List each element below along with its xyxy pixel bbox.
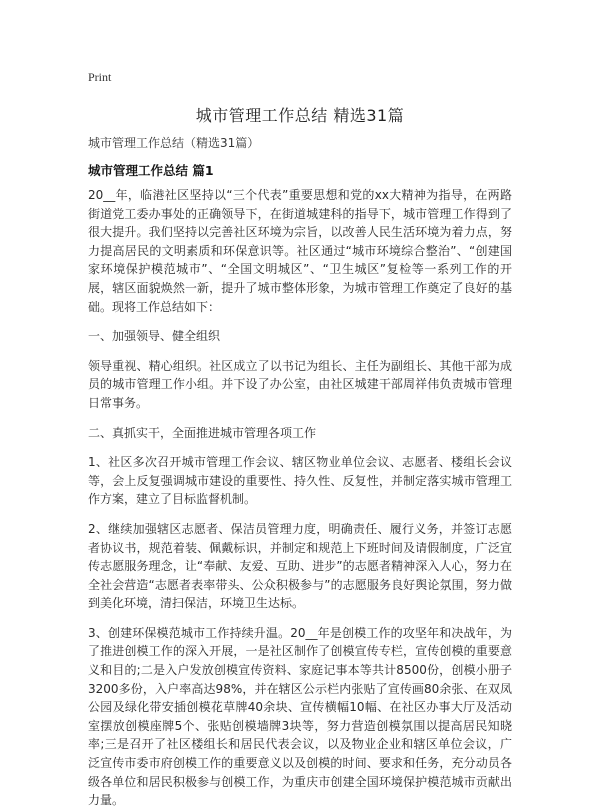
paragraph-item-3: 3、创建环保模范城市工作持续升温。20__年是创模工作的攻坚年和决战年，为了推进创模工作的深入开展，一是社区制作了创模宣传专栏，宣传创模的重要意义和目的;二是入户发放创模宣传资料、家庭记事本等共计8500份，创模小册子3200多份，入户率高达98%，并在辖区公示栏内张贴了宣传画80余张、在双凤公园及绿化带安插创模花草牌40余块、宣传横幅10幅、在社区办事大厅及活动室摆放创模座牌5个、张贴创模墙牌3块等，努力营造创模氛围以提高居民知晓率;三是召开了社区楼组长和居民代表会议，以及物业企业和辖区单位会议，广泛宣传市委市府创模工作的重要意义以及创模的时间、要求和任务，充分动员各级各单位和居民积极参与创模工作，为重庆市创建全国环境保护模范城市贡献出力量。	[88, 625, 512, 808]
document-subtitle: 城市管理工作总结（精选31篇）	[88, 136, 260, 150]
section-heading-1: 一、加强领导、健全组织	[88, 329, 221, 344]
section-heading: 城市管理工作总结 篇1	[88, 163, 214, 178]
document-title: 城市管理工作总结 精选31篇	[195, 106, 405, 125]
paragraph-leadership: 领导重视、精心组织。社区成立了以书记为组长、主任为副组长、其他干部为成员的城市管理工作小组。并下设了办公室，由社区城建干部周祥伟负责城市管理日常事务。	[88, 358, 512, 410]
paragraph-item-1: 1、社区多次召开城市管理工作会议、辖区物业单位会议、志愿者、楼组长会议等，会上反复强调城市建设的重要性、持久性、反复性，并制定落实城市管理工作方案，建立了目标监督机制。	[88, 455, 512, 507]
print-link[interactable]: Print	[88, 70, 112, 84]
document-body	[88, 186, 512, 810]
section-heading-2: 二、真抓实干，全面推进城市管理各项工作	[88, 425, 317, 440]
intro-paragraph: 20__年，临港社区坚持以“三个代表”重要思想和党的xx大精神为指导，在两路街道党工委办事处的正确领导下，在街道城建科的指导下，城市管理工作得到了很大提升。我们坚持以完善社区环境为宗旨，以改善人民生活环境为着力点，努力提高居民的文明素质和环保意识等。社区通过“城市环境综合整治”、“创建国家环境保护模范城市”、“全国文明城区”、“卫生城区”复检等一系列工作的开展，辖区面貌焕然一新，提升了城市整体形象，为城市管理工作奠定了良好的基础。现将工作总结如下：	[88, 188, 512, 314]
paragraph-item-2: 2、继续加强辖区志愿者、保洁员管理力度，明确责任、履行义务，并签订志愿者协议书，规范着装、佩戴标识，并制定和规范上下班时间及请假制度，广泛宣传志愿服务理念，让“奉献、友爱、互助、进步”的志愿者精神深入人心，努力在全社会营造“志愿者表率带头、公众积极参与”的志愿服务良好舆论氛围，努力做到美化环境，清扫保洁，环境卫生达标。	[88, 521, 512, 611]
